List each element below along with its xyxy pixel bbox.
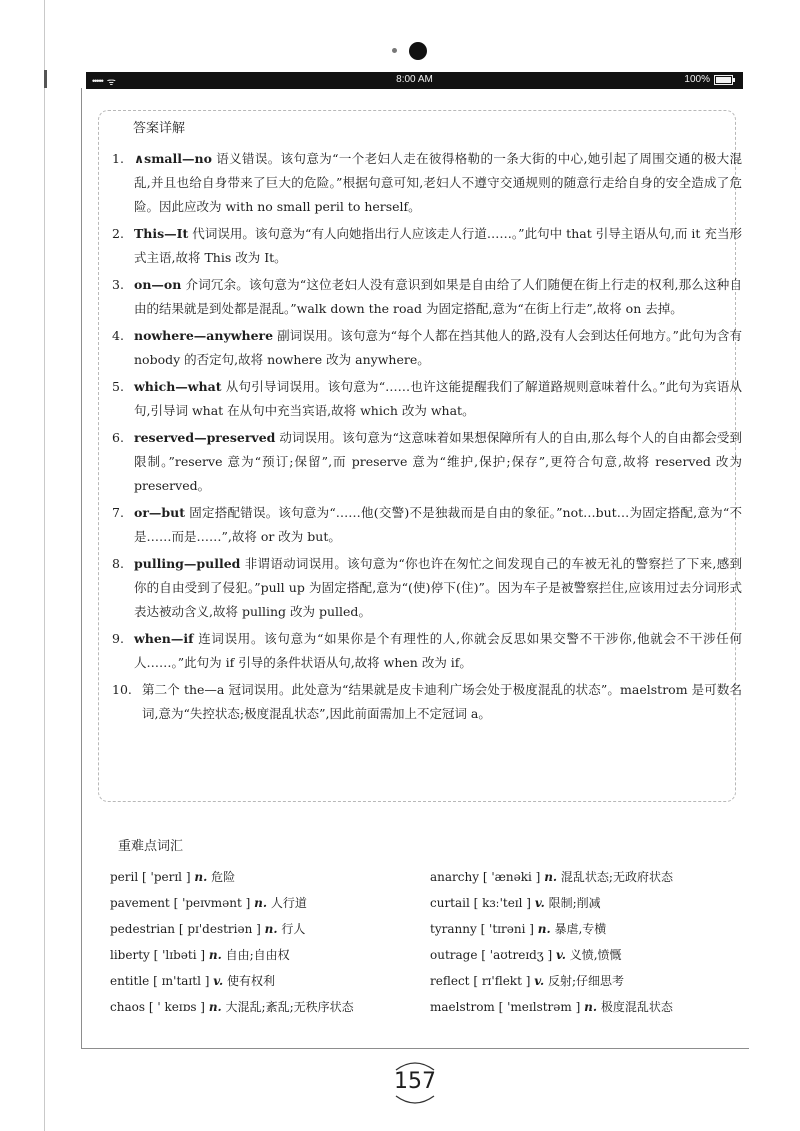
answer-item <box>112 324 742 372</box>
vocab-meaning: 暴虐,专横 <box>554 922 607 936</box>
vocab-entry <box>430 972 730 990</box>
vocab-phonetic: [ pɪ'destriən ] <box>178 922 261 936</box>
vocab-word: outrage <box>430 948 478 962</box>
vocab-pos: n. <box>194 870 208 884</box>
vocab-phonetic: [ ɪn'taɪtl ] <box>153 974 210 988</box>
answer-explanation: 介词冗余。该句意为“这位老妇人没有意识到如果是自由给了人们随便在街上行走的权利,那么这种自由的结果就是到处都是混乱。”walk down the road 为固定搭配,意为“在街上行走”,故将 on 去掉。 <box>134 277 742 316</box>
answer-correction: or—but <box>134 505 186 520</box>
vocab-word: curtail <box>430 896 470 910</box>
vocab-word: pedestrian <box>110 922 176 936</box>
vocab-phonetic: [ 'peɪvmənt ] <box>173 896 251 910</box>
vocab-meaning: 限制;削减 <box>548 896 601 910</box>
answer-item <box>112 552 742 624</box>
vocab-pos: n. <box>208 948 222 962</box>
vocab-entry <box>110 946 430 964</box>
vocab-meaning: 反射;仔细思考 <box>548 974 625 988</box>
vocab-pos: v. <box>534 896 545 910</box>
vocab-phonetic: [ 'meɪlstrəm ] <box>498 1000 581 1014</box>
vocab-meaning: 混乱状态;无政府状态 <box>560 870 673 884</box>
vocab-pos: n. <box>264 922 278 936</box>
vocab-phonetic: [ 'ænəki ] <box>482 870 541 884</box>
vocab-pos: n. <box>544 870 558 884</box>
vocab-pos: n. <box>254 896 268 910</box>
vocab-phonetic: [ 'aʊtreɪdʒ ] <box>481 948 553 962</box>
answer-item <box>112 222 742 270</box>
vocab-entry <box>430 868 730 886</box>
vocab-entry <box>110 972 430 990</box>
answer-number: 9. <box>112 631 124 646</box>
vocab-word: tyranny <box>430 922 477 936</box>
answer-correction: when—if <box>134 631 194 646</box>
answer-explanation: 从句引导词误用。该句意为“……也许这能提醒我们了解道路规则意味着什么。”此句为宾语从句,引导词 what 在从句中充当宾语,故将 which 改为 what。 <box>134 379 742 418</box>
vocab-meaning: 自由;自由权 <box>225 948 290 962</box>
vocab-entry <box>430 894 730 912</box>
status-bar <box>86 72 743 89</box>
vocab-entry <box>110 868 430 886</box>
page-bottom-rule <box>81 1048 749 1049</box>
battery-percent: 100% <box>684 74 710 85</box>
answer-number: 1. <box>112 151 124 166</box>
binding-line <box>44 0 45 1131</box>
answer-correction: pulling—pulled <box>134 556 241 571</box>
vocab-phonetic: [ 'lɪbəti ] <box>153 948 206 962</box>
vocab-phonetic: [ 'tɪrəni ] <box>480 922 534 936</box>
vocab-word: peril <box>110 870 139 884</box>
answer-explanation: 非谓语动词误用。该句意为“你也许在匆忙之间发现自己的车被无礼的警察拦了下来,感到你的自由受到了侵犯。”pull up 为固定搭配,意为“(使)停下(住)”。因为车子是被警察拦住,应该用过去分词形式表达被动含义,故将 pulling 改为 pulled。 <box>134 556 742 619</box>
answer-number: 5. <box>112 379 124 394</box>
answer-number: 7. <box>112 505 124 520</box>
vocab-meaning: 使有权利 <box>227 974 276 988</box>
vocab-meaning: 大混乱;紊乱;无秩序状态 <box>225 1000 354 1014</box>
vocab-meaning: 行人 <box>281 922 306 936</box>
signal-strength-icon: ••••• <box>92 76 103 86</box>
vocab-entry <box>110 920 430 938</box>
answer-item <box>112 375 742 423</box>
answer-item <box>112 426 742 498</box>
vocab-entry <box>430 998 730 1016</box>
status-time: 8:00 AM <box>396 74 433 85</box>
vocab-word: pavement <box>110 896 170 910</box>
vocab-pos: n. <box>584 1000 598 1014</box>
vocab-pos: v. <box>213 974 224 988</box>
vocab-grid <box>110 868 730 1016</box>
vocab-entry <box>110 894 430 912</box>
answer-explanation: 语义错误。该句意为“一个老妇人走在彼得格勒的一条大街的中心,她引起了周围交通的极大混乱,并且也给自身带来了巨大的危险。”根据句意可知,老妇人不遵守交通规则的随意行走给自身的安全造成了危险。因此应改为 with no small peril to herself。 <box>134 151 742 214</box>
vocab-meaning: 人行道 <box>270 896 307 910</box>
answer-item <box>112 273 742 321</box>
vocab-entry <box>430 920 730 938</box>
sensor-dot <box>392 48 397 53</box>
vocab-word: liberty <box>110 948 150 962</box>
vocab-word: chaos <box>110 1000 145 1014</box>
vocab-pos: v. <box>555 948 566 962</box>
answer-section-title: 答案详解 <box>133 121 186 136</box>
vocab-pos: v. <box>534 974 545 988</box>
vocab-entry <box>430 946 730 964</box>
answer-explanation: 连词误用。该句意为“如果你是个有理性的人,你就会反思如果交警不干涉你,他就会不干涉任何人……。”此句为 if 引导的条件状语从句,故将 when 改为 if。 <box>134 631 742 670</box>
answer-number: 2. <box>112 226 124 241</box>
answer-correction: This—It <box>134 226 189 241</box>
answer-explanation: 代词误用。该句意为“有人向她指出行人应该走人行道……。”此句中 that 引导主语从句,而 it 充当形式主语,故将 This 改为 It。 <box>134 226 742 265</box>
answer-item <box>112 627 742 675</box>
answer-number: 6. <box>112 430 124 445</box>
wifi-icon: ᯤ <box>106 77 116 88</box>
answer-list <box>112 147 742 729</box>
answer-number: 8. <box>112 556 124 571</box>
answer-explanation: 第二个 the—a 冠词误用。此处意为“结果就是皮卡迪利广场会处于极度混乱的状态”。maelstrom 是可数名词,意为“失控状态;极度混乱状态”,因此前面需加上不定冠词 a。 <box>142 682 742 721</box>
answer-correction: ∧small—no <box>134 151 212 166</box>
vocab-phonetic: [ ' keɪɒs ] <box>148 1000 205 1014</box>
answer-correction: which—what <box>134 379 222 394</box>
answer-item <box>112 678 742 726</box>
vocab-meaning: 极度混乱状态 <box>600 1000 673 1014</box>
battery-icon <box>714 75 733 85</box>
camera-dot <box>409 42 427 60</box>
answer-correction: on—on <box>134 277 182 292</box>
vocab-section-title: 重难点词汇 <box>118 839 184 854</box>
answer-correction: nowhere—anywhere <box>134 328 274 343</box>
answer-correction: reserved—preserved <box>134 430 276 445</box>
answer-item <box>112 147 742 219</box>
answer-number: 4. <box>112 328 124 343</box>
answer-item <box>112 501 742 549</box>
vocab-word: maelstrom <box>430 1000 495 1014</box>
answer-explanation: 副词误用。该句意为“每个人都在挡其他人的路,没有人会到达任何地方。”此句为含有 nobody 的否定句,故将 nowhere 改为 anywhere。 <box>134 328 742 367</box>
vocab-word: anarchy <box>430 870 480 884</box>
vocab-word: entitle <box>110 974 150 988</box>
vocab-meaning: 义愤,愤慨 <box>569 948 622 962</box>
answer-number: 3. <box>112 277 124 292</box>
vocab-word: reflect <box>430 974 470 988</box>
vocab-pos: n. <box>208 1000 222 1014</box>
edge-mark <box>44 70 47 88</box>
answer-explanation: 动词误用。该句意为“这意味着如果想保障所有人的自由,那么每个人的自由都会受到限制。”reserve 意为“预订;保留”,而 preserve 意为“维护,保护;保存”,更符合句意,故将 reserved 改为 preserved。 <box>134 430 742 493</box>
vocab-phonetic: [ kɜː'teɪl ] <box>473 896 531 910</box>
vocab-entry <box>110 998 430 1016</box>
vocab-pos: n. <box>537 922 551 936</box>
vocab-meaning: 危险 <box>211 870 236 884</box>
vocab-phonetic: [ 'perɪl ] <box>142 870 191 884</box>
answer-number: 10. <box>112 682 132 697</box>
answer-explanation: 固定搭配错误。该句意为“……他(交警)不是独裁而是自由的象征。”not…but…为固定搭配,意为“不是……而是……”,故将 or 改为 but。 <box>134 505 742 544</box>
page-number: 157 <box>394 1069 436 1094</box>
vocab-phonetic: [ rɪ'flekt ] <box>473 974 531 988</box>
